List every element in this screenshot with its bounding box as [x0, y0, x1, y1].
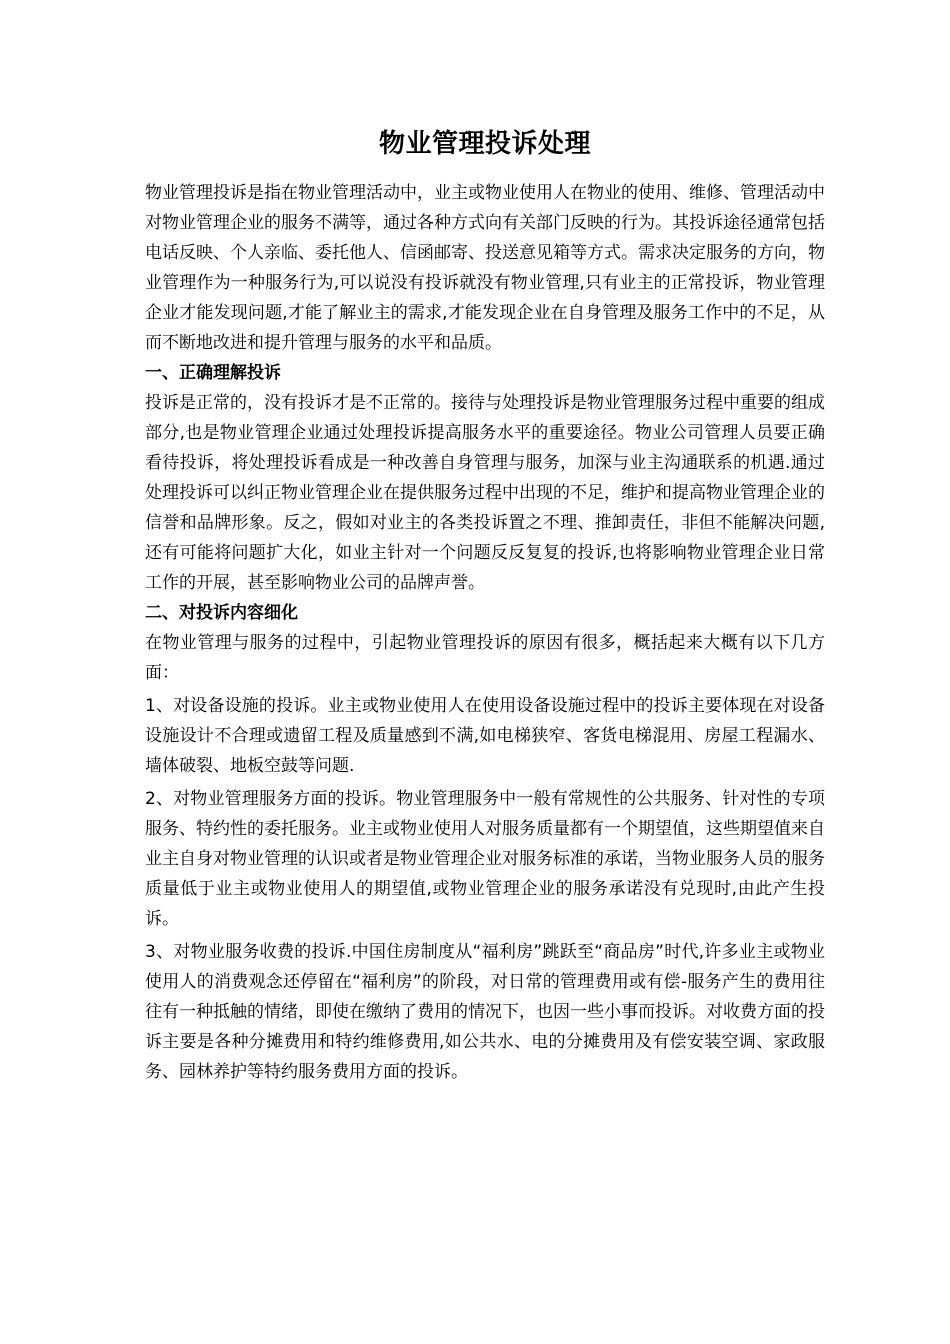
section-heading-refine-complaints: 二、对投诉内容细化 — [145, 603, 298, 623]
complaint-item-fees: 3、对物业服务收费的投诉.中国住房制度从“福利房”跳跃至“商品房”时代,许多业主或物业使用人的消费观念还停留在“福利房”的阶段，对日常的管理费用或有偿-服务产生的费用往往有一种抵触的情绪，即使在缴纳了费用的情况下，也因一些小事而投诉。对收费方面的投诉主要是各种分摊费用和特约维修费用,如公共水、电的分摊费用及有偿安装空调、家政服务、园林养护等特约服务费用方面的投诉。 — [145, 942, 825, 1082]
intro-paragraph: 物业管理投诉是指在物业管理活动中，业主或物业使用人在物业的使用、维修、管理活动中对物业管理企业的服务不满等，通过各种方式向有关部门反映的行为。其投诉途径通常包括电话反映、个人亲临、委托他人、信函邮寄、投送意见箱等方式。需求决定服务的方向，物业管理作为一种服务行为,可以说没有投诉就没有物业管理,只有业主的正常投诉，物业管理企业才能发现问题,才能了解业主的需求,才能发现企业在自身管理及服务工作中的不足，从而不断地改进和提升管理与服务的水平和品质。 — [145, 183, 825, 353]
complaint-item-facilities: 1、对设备设施的投诉。业主或物业使用人在使用设备设施过程中的投诉主要体现在对设备设施设计不合理或遗留工程及质量感到不满,如电梯狭窄、客货电梯混用、房屋工程漏水、墙体破裂、地板空鼓等问题. — [145, 696, 825, 776]
document-title: 物业管理投诉处理 — [378, 129, 591, 159]
section2-intro-paragraph: 在物业管理与服务的过程中，引起物业管理投诉的原因有很多，概括起来大概有以下几方面： — [145, 633, 825, 683]
section1-paragraph: 投诉是正常的，没有投诉才是不正常的。接待与处理投诉是物业管理服务过程中重要的组成部分,也是物业管理企业通过处理投诉提高服务水平的重要途径。物业公司管理人员要正确看待投诉，将处理投诉看成是一种改善自身管理与服务，加深与业主沟通联系的机遇.通过处理投诉可以纠正物业管理企业在提供服务过程中出现的不足，维护和提高物业管理企业的信誉和品牌形象。反之，假如对业主的各类投诉置之不理、推卸责任，非但不能解决问题,还有可能将问题扩大化，如业主针对一个问题反反复复的投诉,也将影响物业管理企业日常工作的开展，甚至影响物业公司的品牌声誉。 — [145, 393, 825, 593]
document-body — [145, 124, 825, 1087]
section-heading-understand-complaints: 一、正确理解投诉 — [145, 363, 281, 383]
complaint-item-services: 2、对物业管理服务方面的投诉。物业管理服务中一般有常规性的公共服务、针对性的专项服务、特约性的委托服务。业主或物业使用人对服务质量都有一个期望值，这些期望值来自业主自身对物业管理的认识或者是物业管理企业对服务标准的承诺，当物业服务人员的服务质量低于业主或物业使用人的期望值,或物业管理企业的服务承诺没有兑现时,由此产生投诉。 — [145, 789, 825, 929]
